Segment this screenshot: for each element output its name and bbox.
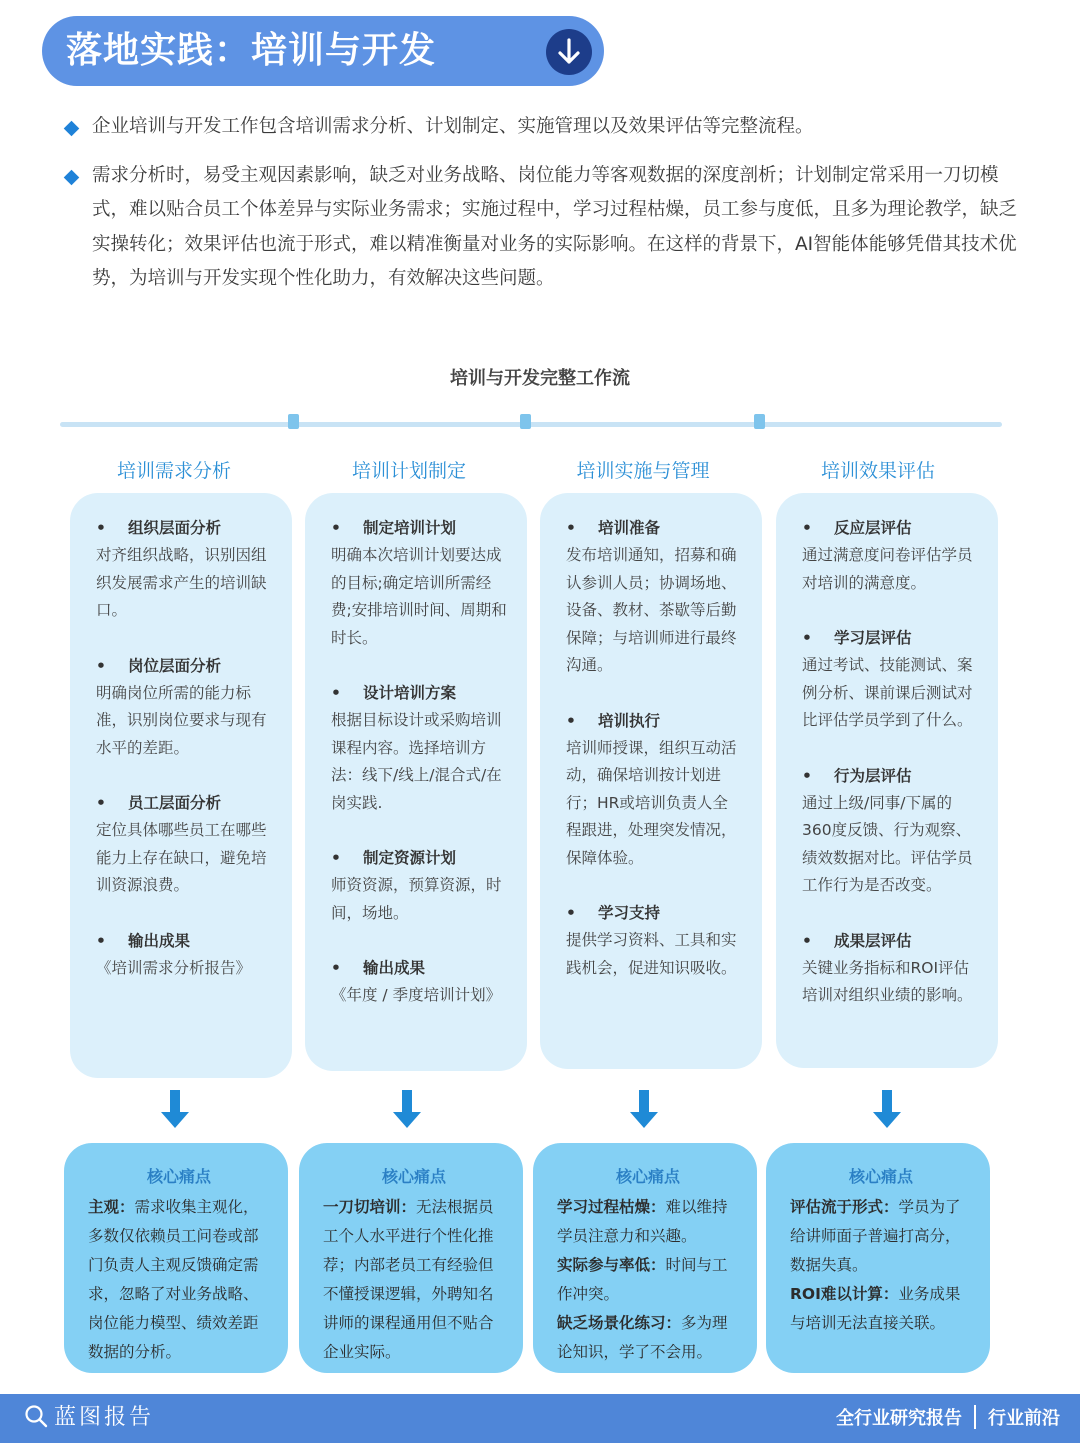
card-section bbox=[96, 790, 272, 900]
pain-label: 评估流于形式： bbox=[790, 1198, 899, 1216]
card-section bbox=[96, 515, 272, 625]
pain-point bbox=[790, 1280, 972, 1338]
pain-text: 需求收集主观化，多数仅依赖员工问卷或部门负责人主观反馈确定需求，忽略了对业务战略、岗位能力模型、绩效差距数据的分析。 bbox=[88, 1198, 259, 1361]
section-title: 行为层评估 bbox=[834, 766, 912, 785]
section-title: 培训准备 bbox=[598, 519, 661, 537]
pain-label: 实际参与率低： bbox=[557, 1256, 666, 1274]
section-title: 设计培训方案 bbox=[363, 684, 457, 702]
card-section bbox=[802, 763, 978, 900]
pain-card-implement bbox=[533, 1143, 757, 1373]
bullet-dot: • bbox=[331, 959, 341, 977]
section-body: 关键业务指标和ROI评估培训对组织业绩的影响。 bbox=[802, 958, 973, 1004]
section-body: 定位具体哪些员工在哪些能力上存在缺口，避免培训资源浪费。 bbox=[96, 821, 267, 894]
arrow-down-icon bbox=[392, 1090, 422, 1130]
card-section bbox=[331, 955, 507, 1010]
pain-text: 学员为了给讲师面子普遍打高分，数据失真。 bbox=[790, 1198, 961, 1274]
pain-text: 多为理论知识，学了不会用。 bbox=[557, 1314, 728, 1361]
pain-title: 核心痛点 bbox=[146, 1167, 211, 1186]
section-body: 对齐组织战略，识别因组织发展需求产生的培训缺口。 bbox=[96, 546, 267, 619]
bullet-text: 需求分析时，易受主观因素影响，缺乏对业务战略、岗位能力等客观数据的深度剖析；计划制定常采用一刀切模式，难以贴合员工个体差异与实际业务需求；实施过程中，学习过程枯燥，员工参与度低，且多为理论教学，缺乏实操转化；效果评估也流于形式，难以精准衡量对业务的实际影响。在这样的背景下，AI智能体能够凭借其技术优势，为培训与开发实现个性化助力，有效解决这些问题。 bbox=[92, 164, 1018, 289]
card-section bbox=[566, 515, 742, 680]
card-section bbox=[566, 900, 742, 982]
section-body: 通过上级/同事/下属的360度反馈、行为观察、绩效数据对比。评估学员工作行为是否改变。 bbox=[802, 793, 973, 894]
bullet-dot: • bbox=[96, 931, 106, 950]
pain-card-needs bbox=[64, 1143, 288, 1373]
timeline-bar bbox=[60, 422, 1002, 427]
section-title: 组织层面分析 bbox=[128, 519, 222, 537]
card-section bbox=[566, 708, 742, 873]
diamond-bullet-icon bbox=[64, 121, 80, 137]
card-section bbox=[96, 653, 272, 763]
timeline-marker bbox=[288, 414, 299, 429]
section-body: 师资资源，预算资源，时间，场地。 bbox=[331, 876, 502, 922]
card-section bbox=[802, 625, 978, 735]
section-title: 成果层评估 bbox=[834, 931, 912, 950]
card-implement bbox=[540, 493, 762, 1069]
pain-title: 核心痛点 bbox=[848, 1167, 913, 1186]
title-banner bbox=[42, 16, 604, 86]
pain-title: 核心痛点 bbox=[615, 1167, 680, 1186]
section-body: 提供学习资料、工具和实践机会，促进知识吸收。 bbox=[566, 931, 737, 977]
arrow-down-icon bbox=[160, 1090, 190, 1130]
arrow-down-circle-icon bbox=[546, 29, 592, 75]
card-needs-analysis bbox=[70, 493, 292, 1078]
bullet-dot: • bbox=[96, 794, 106, 812]
section-title: 输出成果 bbox=[363, 959, 426, 977]
section-title: 培训执行 bbox=[598, 711, 661, 730]
section-body: 通过考试、技能测试、案例分析、课前课后测试对比评估学员学到了什么。 bbox=[802, 656, 973, 729]
section-body: 明确岗位所需的能力标准，识别岗位要求与现有水平的差距。 bbox=[96, 683, 267, 757]
bullet-dot: • bbox=[566, 904, 576, 922]
footer-bar bbox=[0, 1394, 1080, 1443]
bullet-dot: • bbox=[96, 519, 106, 537]
card-section bbox=[802, 928, 978, 1010]
section-body: 培训师授课，组织互动活动，确保培训按计划进行；HR或培训负责人全程跟进，处理突发情况，保障体验。 bbox=[566, 738, 737, 867]
section-title: 员工层面分析 bbox=[128, 794, 222, 812]
pain-label: 缺乏场景化练习： bbox=[557, 1314, 682, 1332]
bullet-dot: • bbox=[566, 711, 576, 730]
bullet-dot: • bbox=[331, 519, 341, 537]
card-section bbox=[331, 515, 507, 652]
pain-title: 核心痛点 bbox=[381, 1167, 446, 1186]
section-title: 岗位层面分析 bbox=[128, 656, 222, 675]
section-body: 发布培训通知，招募和确认参训人员；协调场地、设备、教材、茶歇等后勤保障；与培训师进行最终沟通。 bbox=[566, 546, 737, 674]
pain-label: 主观： bbox=[88, 1198, 135, 1216]
footer-tags bbox=[836, 1405, 1060, 1432]
bullet-dot: • bbox=[802, 931, 812, 950]
brand[interactable] bbox=[24, 1403, 154, 1433]
pain-card-plan bbox=[299, 1143, 523, 1373]
search-icon bbox=[24, 1404, 48, 1428]
card-section bbox=[96, 928, 272, 983]
arrow-down-icon bbox=[629, 1090, 659, 1130]
pain-point bbox=[88, 1193, 270, 1367]
pain-text: 难以维持学员注意力和兴趣。 bbox=[557, 1198, 728, 1245]
pain-text: 时间与工作冲突。 bbox=[557, 1256, 728, 1303]
bullet-item bbox=[62, 159, 1032, 297]
bullet-dot: • bbox=[802, 519, 812, 537]
pain-text: 无法根据员工个人水平进行个性化推荐；内部老员工有经验但不懂授课逻辑，外聘知名讲师的课程通用但不贴合企业实际。 bbox=[323, 1198, 494, 1361]
section-body: 《年度 / 季度培训计划》 bbox=[331, 986, 502, 1004]
arrow-down-icon bbox=[872, 1090, 902, 1130]
column-head-needs: 培训需求分析 bbox=[116, 460, 231, 482]
section-title: 制定资源计划 bbox=[363, 849, 457, 867]
pain-point bbox=[557, 1309, 739, 1367]
column-head-implement: 培训实施与管理 bbox=[576, 460, 710, 482]
pain-label: 一刀切培训： bbox=[323, 1198, 417, 1216]
page-title: 落地实践：培训与开发 bbox=[66, 30, 437, 71]
section-title: 学习层评估 bbox=[834, 629, 912, 647]
pain-label: ROI难以计算： bbox=[790, 1285, 899, 1303]
pain-text: 业务成果与培训无法直接关联。 bbox=[790, 1285, 961, 1332]
column-head-plan: 培训计划制定 bbox=[351, 460, 466, 482]
timeline-marker bbox=[754, 414, 765, 429]
section-title: 反应层评估 bbox=[834, 519, 912, 537]
section-title: 输出成果 bbox=[128, 931, 191, 950]
footer-tag-frontier[interactable]: 行业前沿 bbox=[988, 1408, 1060, 1429]
section-body: 通过满意度问卷评估学员对培训的满意度。 bbox=[802, 546, 973, 592]
section-body: 根据目标设计或采购培训课程内容。选择培训方法：线下/线上/混合式/在岗实践. bbox=[331, 711, 502, 812]
bullet-dot: • bbox=[96, 656, 106, 675]
section-body: 明确本次培训计划要达成的目标;确定培训所需经费;安排培训时间、周期和时长。 bbox=[331, 546, 507, 647]
intro-bullets bbox=[62, 110, 1032, 297]
card-plan bbox=[305, 493, 527, 1071]
section-title: 制定培训计划 bbox=[363, 519, 457, 537]
section-body: 《培训需求分析报告》 bbox=[96, 958, 252, 977]
pain-point bbox=[790, 1193, 972, 1280]
card-section bbox=[331, 845, 507, 927]
card-evaluate bbox=[776, 493, 998, 1068]
card-section bbox=[802, 515, 978, 597]
diamond-bullet-icon bbox=[64, 169, 80, 185]
pain-card-evaluate bbox=[766, 1143, 990, 1373]
footer-divider bbox=[974, 1405, 976, 1429]
footer-tag-reports[interactable]: 全行业研究报告 bbox=[836, 1408, 962, 1429]
pain-point bbox=[323, 1193, 505, 1367]
brand-name: 蓝图报告 bbox=[54, 1405, 155, 1430]
bullet-dot: • bbox=[802, 629, 812, 647]
workflow-title: 培训与开发完整工作流 bbox=[450, 368, 630, 389]
timeline-marker bbox=[520, 414, 531, 429]
card-section bbox=[331, 680, 507, 817]
bullet-item bbox=[62, 110, 1032, 145]
column-head-evaluate: 培训效果评估 bbox=[820, 460, 935, 482]
pain-point bbox=[557, 1193, 739, 1251]
bullet-dot: • bbox=[566, 519, 576, 537]
bullet-dot: • bbox=[331, 684, 341, 702]
pain-label: 学习过程枯燥： bbox=[557, 1198, 666, 1216]
bullet-text: 企业培训与开发工作包含培训需求分析、计划制定、实施管理以及效果评估等完整流程。 bbox=[92, 116, 814, 137]
bullet-dot: • bbox=[802, 766, 812, 785]
bullet-dot: • bbox=[331, 849, 341, 867]
section-title: 学习支持 bbox=[598, 904, 661, 922]
pain-point bbox=[557, 1251, 739, 1309]
